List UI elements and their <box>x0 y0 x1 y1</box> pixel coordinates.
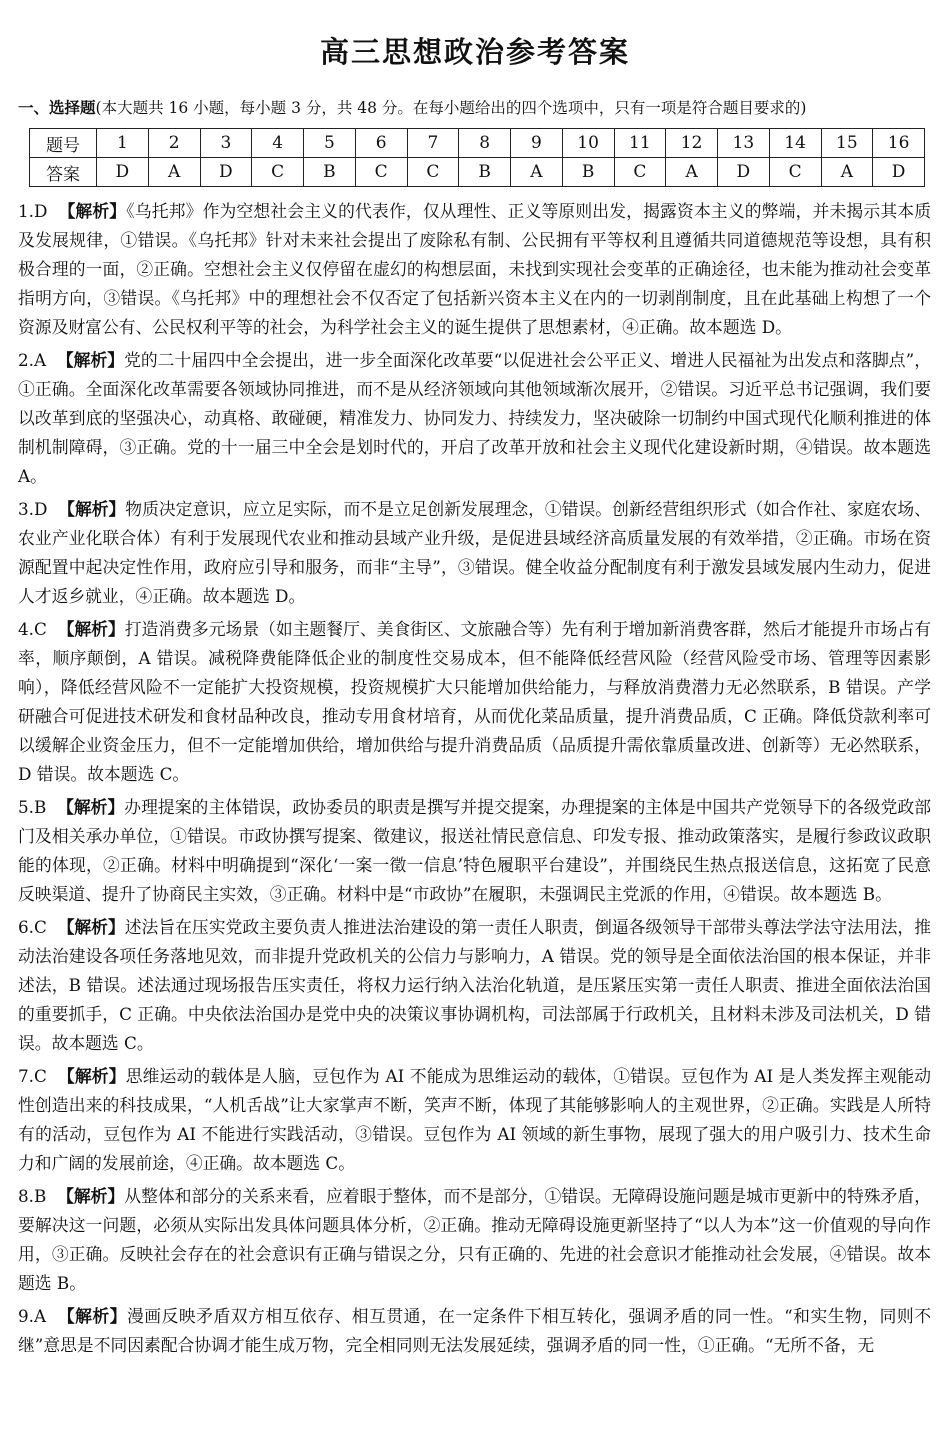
question-number: 8 <box>459 129 511 158</box>
question-number: 2 <box>148 129 200 158</box>
analysis-text: 述法旨在压实党政主要负责人推进法治建设的第一责任人职责，倒逼各级领导干部带头尊法学法守法用法，推动法治建设各项任务落地见效，而非提升党政机关的公信力与影响力，A 错误。党的领导是全面依法治国的根本保证，并非述法，B 错误。述法通过现场报告压实责任，将权力运行纳入法治化轨道，是压紧压实第一责任人职责、推进全面依法治国的重要抓手，C 正确。中央依法治国办是党中央的决策议事协调机构，司法部属于行政机关，且材料未涉及司法机关，D 错误。故本题选 C。 <box>18 917 931 1053</box>
row-label-answer: 答案 <box>30 158 97 187</box>
item-number: 5.B <box>18 797 47 817</box>
answer-cell: C <box>769 158 821 187</box>
question-number: 4 <box>252 129 304 158</box>
question-number: 16 <box>873 129 925 158</box>
page-title: 高三思想政治参考答案 <box>319 35 630 69</box>
analysis-text: 《乌托邦》作为空想社会主义的代表作，仅从理性、正义等原则出发，揭露资本主义的弊端，并未揭示其本质及发展规律，①错误。《乌托邦》针对未来社会提出了废除私有制、公民拥有平等权利且遵循共同道德规范等设想，具有积极合理的一面，②正确。空想社会主义仅停留在虚幻的构想层面，未找到实现社会变革的正确途径，也未能为推动社会变革指明方向，③错误。《乌托邦》中的理想社会不仅否定了包括新兴资本主义在内的一切剥削制度，且在此基础上构想了一个资源及财富公有、公民权利平等的社会，为科学社会主义的诞生提供了思想素材，④正确。故本题选 D。 <box>18 201 931 337</box>
analysis-tag: 【解析】 <box>58 499 126 519</box>
analysis-item <box>18 615 931 789</box>
analysis-text: 物质决定意识，应立足实际，而不是立足创新发展理念，①错误。创新经营组织形式（如合作社、家庭农场、农业产业化联合体）有利于发展现代农业和推动县域产业升级，是促进县域经济高质量发展的有效举措，②正确。市场在资源配置中起决定性作用，政府应引导和服务，而非“主导”，③错误。健全收益分配制度有利于激发县域发展内生动力，促进人才返乡就业，④正确。故本题选 D。 <box>18 499 931 606</box>
item-number: 7.C <box>18 1066 47 1086</box>
item-number: 8.B <box>18 1186 47 1206</box>
item-number: 3.D <box>18 499 48 519</box>
analysis-tag: 【解析】 <box>57 619 125 639</box>
answer-cell: A <box>666 158 718 187</box>
answer-cell: C <box>407 158 459 187</box>
analysis-list <box>18 197 931 1364</box>
question-number: 10 <box>562 129 614 158</box>
analysis-tag: 【解析】 <box>58 201 127 221</box>
analysis-tag: 【解析】 <box>56 350 125 370</box>
analysis-item <box>18 346 931 491</box>
question-number: 3 <box>200 129 252 158</box>
row-label-question: 题号 <box>30 129 97 158</box>
section-instruction: (本大题共 16 小题，每小题 3 分，共 48 分。在每小题给出的四个选项中，只有一项是符合题目要求的) <box>95 99 807 117</box>
analysis-text: 思维运动的载体是人脑，豆包作为 AI 不能成为思维运动的载体，①错误。豆包作为 AI 是人类发挥主观能动性创造出来的科技成果，“人机舌战”让大家掌声不断，笑声不断，体现了其能够影响人的主观世界，②正确。实践是人所特有的活动，豆包作为 AI 不能进行实践活动，③错误。豆包作为 AI 领域的新生事物，展现了强大的用户吸引力、技术生命力和广阔的发展前途，④正确。故本题选 C。 <box>18 1066 931 1173</box>
answer-cell: C <box>252 158 304 187</box>
analysis-tag: 【解析】 <box>57 917 125 937</box>
answer-cell: B <box>304 158 356 187</box>
item-number: 4.C <box>18 619 47 639</box>
answer-cell: D <box>97 158 149 187</box>
answer-cell: C <box>355 158 407 187</box>
section-header <box>18 96 938 118</box>
question-number: 14 <box>769 129 821 158</box>
analysis-text: 从整体和部分的关系来看，应着眼于整体，而不是部分，①错误。无障碍设施问题是城市更新中的特殊矛盾，要解决这一问题，必须从实际出发具体问题具体分析，②正确。推动无障碍设施更新坚持了“以人为本”这一价值观的导向作用，③正确。反映社会存在的社会意识有正确与错误之分，只有正确的、先进的社会意识才能推动社会发展，④错误。故本题选 B。 <box>18 1186 931 1293</box>
analysis-item <box>18 1062 931 1178</box>
question-number: 6 <box>355 129 407 158</box>
analysis-tag: 【解析】 <box>57 1306 128 1326</box>
answer-cell: A <box>148 158 200 187</box>
item-number: 1.D <box>18 201 48 221</box>
analysis-tag: 【解析】 <box>57 797 125 817</box>
analysis-text: 办理提案的主体错误，政协委员的职责是撰写并提交提案，办理提案的主体是中国共产党领导下的各级党政部门及相关承办单位，①错误。市政协撰写提案、徵建议，报送社情民意信息、印发专报、推动政策落实，是履行参政议政职能的体现，②正确。材料中明确提到“深化‘一案一徵一信息’特色履职平台建设”，并围绕民生热点报送信息，这拓宽了民意反映渠道、提升了协商民主实效，③正确。材料中是“市政协”在履职，未强调民主党派的作用，④错误。故本题选 B。 <box>18 797 931 904</box>
answer-cell: A <box>511 158 563 187</box>
answer-cell: A <box>821 158 873 187</box>
question-number: 7 <box>407 129 459 158</box>
question-number: 9 <box>511 129 563 158</box>
question-number: 5 <box>304 129 356 158</box>
item-number: 2.A <box>18 350 47 370</box>
analysis-item <box>18 197 931 342</box>
question-number-row <box>30 129 925 158</box>
question-number: 11 <box>614 129 666 158</box>
answer-cell: C <box>614 158 666 187</box>
answer-cell: B <box>562 158 614 187</box>
analysis-text: 打造消费多元场景（如主题餐厅、美食街区、文旅融合等）先有利于增加新消费客群，然后才能提升市场占有率，顺序颠倒，A 错误。减税降费能降低企业的制度性交易成本，但不能降低经营风险（经营风险受市场、管理等因素影响），降低经营风险不一定能扩大投资规模，投资规模扩大只能增加供给能力，与释放消费潜力无必然联系，B 错误。产学研融合可促进技术研发和食材品种改良，推动专用食材培育，从而优化菜品质量，提升消费品质，C 正确。降低贷款利率可以缓解企业资金压力，但不一定能增加供给，增加供给与提升消费品质（品质提升需依靠质量改进、创新等）无必然联系，D 错误。故本题选 C。 <box>18 619 931 784</box>
analysis-text: 党的二十届四中全会提出，进一步全面深化改革要“以促进社会公平正义、增进人民福祉为出发点和落脚点”，①正确。全面深化改革需要各领域协同推进，而不是从经济领域向其他领域渐次展开，②错误。习近平总书记强调，我们要以改革到底的坚强决心，动真格、敢碰硬，精准发力、协同发力、持续发力，坚决破除一切制约中国式现代化顺利推进的体制机制障碍，③正确。党的十一届三中全会是划时代的，开启了改革开放和社会主义现代化建设新时期，④错误。故本题选 A。 <box>18 350 931 486</box>
answer-cell: D <box>718 158 770 187</box>
answer-cell: D <box>873 158 925 187</box>
item-number: 6.C <box>18 917 47 937</box>
answer-table <box>29 128 925 187</box>
analysis-item <box>18 1302 931 1360</box>
analysis-item <box>18 495 931 611</box>
section-title: 一、选择题 <box>18 98 96 117</box>
question-number: 15 <box>821 129 873 158</box>
answer-cell: B <box>459 158 511 187</box>
question-number: 13 <box>718 129 770 158</box>
answer-cell: D <box>200 158 252 187</box>
analysis-text: 漫画反映矛盾双方相互依存、相互贯通，在一定条件下相互转化，强调矛盾的同一性。“和实生物，同则不继”意思是不同因素配合协调才能生成万物，完全相同则无法发展延续，强调矛盾的同一性，①正确。“无所不备，无 <box>18 1306 931 1355</box>
analysis-tag: 【解析】 <box>57 1186 125 1206</box>
answer-row <box>30 158 925 187</box>
item-number: 9.A <box>18 1306 47 1326</box>
analysis-item <box>18 1182 931 1298</box>
analysis-item <box>18 913 931 1058</box>
question-number: 1 <box>97 129 149 158</box>
analysis-item <box>18 793 931 909</box>
analysis-tag: 【解析】 <box>57 1066 126 1086</box>
question-number: 12 <box>666 129 718 158</box>
